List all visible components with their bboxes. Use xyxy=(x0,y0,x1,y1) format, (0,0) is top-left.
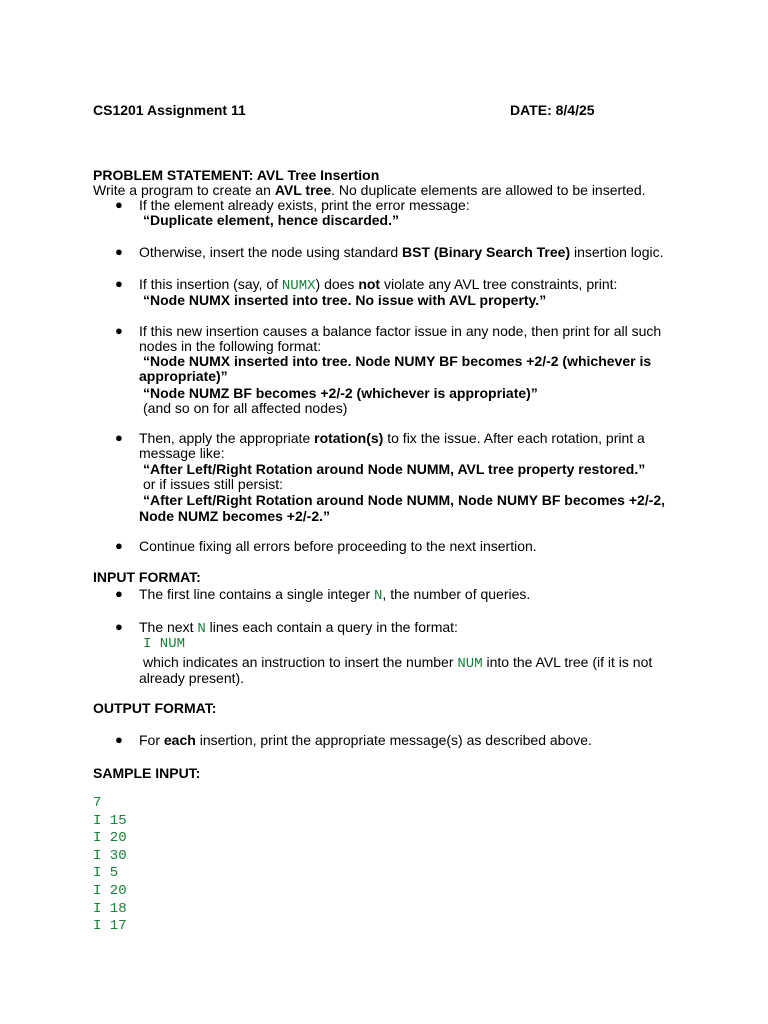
bullet-icon: ● xyxy=(115,538,123,553)
bullet-icon: ● xyxy=(115,430,123,445)
sample-input-block xyxy=(93,795,127,936)
sample-input-line: I 20 xyxy=(93,882,127,899)
note-text: or if issues still persist: xyxy=(143,476,284,492)
message-quote: “After Left/Right Rotation around Node NUMM, Node NUMY BF becomes +2/-2, xyxy=(143,492,666,508)
sample-input-line: 7 xyxy=(93,795,102,811)
message-quote: “After Left/Right Rotation around Node NUMM, AVL tree property restored.” xyxy=(143,461,646,477)
sample-input-line: I 18 xyxy=(93,900,127,917)
list-item: Continue fixing all errors before proceeding to the next insertion. xyxy=(139,538,537,554)
sample-input-line: I 30 xyxy=(93,847,127,864)
bullet-icon: ● xyxy=(115,586,123,601)
list-item: The first line contains a single integer N, the number of queries. xyxy=(139,586,531,604)
bullet-icon: ● xyxy=(115,276,123,291)
bullet-icon: ● xyxy=(115,244,123,259)
bullet-icon: ● xyxy=(115,619,123,634)
list-item-continued: message like: xyxy=(139,445,225,461)
list-item: If this new insertion causes a balance factor issue in any node, then print for all such xyxy=(139,323,662,339)
list-item: For each insertion, print the appropriate message(s) as described above. xyxy=(139,732,592,748)
list-item-continued: already present). xyxy=(139,670,245,686)
list-item: Then, apply the appropriate rotation(s) to fix the issue. After each rotation, print a xyxy=(139,430,645,446)
output-format-heading: OUTPUT FORMAT: xyxy=(93,700,217,716)
problem-heading: PROBLEM STATEMENT: AVL Tree Insertion xyxy=(93,167,380,183)
list-item: If this insertion (say, of NUMX) does not violate any AVL tree constraints, print: xyxy=(139,276,618,294)
sample-input-line: I 15 xyxy=(93,812,127,829)
message-quote: “Node NUMX inserted into tree. Node NUMY BF becomes +2/-2 (whichever is xyxy=(143,353,652,369)
message-quote: “Node NUMX inserted into tree. No issue with AVL property.” xyxy=(143,292,547,308)
list-item: The next N lines each contain a query in the format: xyxy=(139,619,458,637)
query-format-code: I NUM xyxy=(143,636,186,652)
bullet-icon: ● xyxy=(115,323,123,338)
assignment-date: DATE: 8/4/25 xyxy=(510,102,595,118)
input-format-heading: INPUT FORMAT: xyxy=(93,569,201,585)
list-item: Otherwise, insert the node using standard BST (Binary Search Tree) insertion logic. xyxy=(139,244,664,260)
list-item-continued: nodes in the following format: xyxy=(139,338,322,354)
assignment-title: CS1201 Assignment 11 xyxy=(93,102,246,118)
bullet-icon: ● xyxy=(115,732,123,747)
problem-intro: Write a program to create an AVL tree. No duplicate elements are allowed to be inserted. xyxy=(93,182,646,198)
message-quote: “Duplicate element, hence discarded.” xyxy=(143,212,399,228)
message-quote-continued: appropriate)” xyxy=(139,368,228,384)
sample-input-heading: SAMPLE INPUT: xyxy=(93,765,201,781)
list-item-continued: which indicates an instruction to insert the number NUM into the AVL tree (if it is not xyxy=(143,654,653,672)
sample-input-line: I 5 xyxy=(93,865,119,882)
sample-input-line: I 17 xyxy=(93,918,127,935)
sample-input-line: I 20 xyxy=(93,830,127,847)
message-quote: “Node NUMZ BF becomes +2/-2 (whichever is appropriate)” xyxy=(143,385,538,401)
list-item: If the element already exists, print the error message: xyxy=(139,197,470,213)
message-quote-continued: Node NUMZ becomes +2/-2.” xyxy=(139,508,330,524)
note-text: (and so on for all affected nodes) xyxy=(143,400,348,416)
bullet-icon: ● xyxy=(115,197,123,212)
